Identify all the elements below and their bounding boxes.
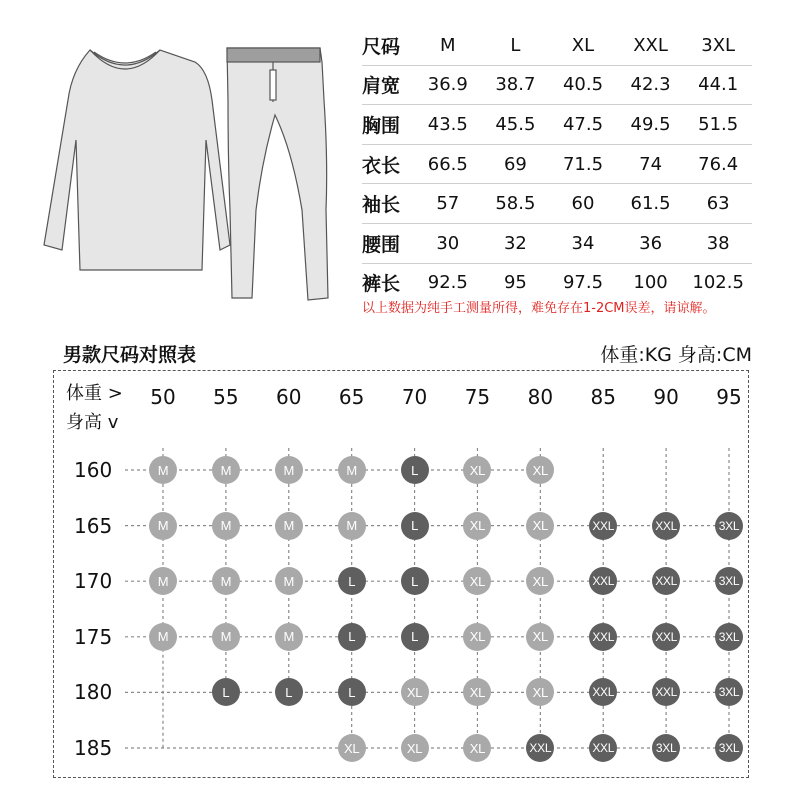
measurement-note: 以上数据为纯手工测量所得，难免存在1-2CM误差，请谅解。 bbox=[362, 301, 716, 316]
size-dot: XXL bbox=[589, 512, 617, 540]
size-dot: 3XL bbox=[652, 734, 680, 762]
size-table-cell: 47.5 bbox=[562, 113, 604, 135]
size-row-label: 腰围 bbox=[362, 233, 401, 256]
weight-tick: 95 bbox=[716, 385, 742, 409]
size-table-cell: 97.5 bbox=[562, 272, 604, 294]
size-dot: M bbox=[149, 456, 177, 484]
size-dot: 3XL bbox=[715, 623, 743, 651]
size-table-cell: 36.9 bbox=[427, 74, 468, 96]
size-table-cell: 36 bbox=[639, 232, 663, 254]
size-table-cell: 40.5 bbox=[562, 74, 604, 96]
size-row-label: 肩宽 bbox=[362, 75, 401, 98]
size-dot: XL bbox=[526, 567, 554, 595]
weight-tick: 80 bbox=[527, 385, 554, 409]
size-table-cell: 44.1 bbox=[698, 74, 739, 96]
size-table-cell: 71.5 bbox=[562, 153, 604, 175]
size-table-cell: 34 bbox=[571, 232, 595, 254]
size-table-cell: 63 bbox=[706, 193, 730, 215]
size-dot: XXL bbox=[589, 734, 617, 762]
weight-tick: 75 bbox=[464, 385, 491, 409]
height-tick: 170 bbox=[74, 569, 113, 594]
size-table-cell: 42.3 bbox=[630, 74, 671, 96]
size-header-cell: XXL bbox=[633, 34, 668, 56]
size-dot: XXL bbox=[652, 623, 680, 651]
size-dot: XL bbox=[463, 734, 491, 762]
size-dot: L bbox=[401, 512, 429, 540]
size-row-label: 胸围 bbox=[362, 114, 401, 137]
size-dot: XL bbox=[338, 734, 366, 762]
size-table-cell: 74 bbox=[639, 153, 663, 175]
size-dot: M bbox=[212, 567, 240, 595]
size-table-cell: 32 bbox=[503, 232, 527, 254]
size-header-cell: XL bbox=[571, 34, 595, 56]
size-header-cell: L bbox=[510, 34, 521, 56]
size-table-cell: 95 bbox=[503, 272, 527, 294]
size-dot: XL bbox=[526, 456, 554, 484]
size-dot: XXL bbox=[526, 734, 554, 762]
size-dot: XL bbox=[526, 512, 554, 540]
size-row-label: 衣长 bbox=[362, 154, 401, 177]
size-header-cell: M bbox=[440, 34, 456, 56]
weight-tick: 70 bbox=[401, 385, 428, 409]
size-dot: M bbox=[275, 567, 303, 595]
size-dot: M bbox=[212, 456, 240, 484]
size-dot: XXL bbox=[652, 567, 680, 595]
size-dot: 3XL bbox=[715, 734, 743, 762]
size-header-cell: 3XL bbox=[701, 34, 736, 56]
size-table-cell: 102.5 bbox=[692, 272, 744, 294]
weight-tick: 55 bbox=[213, 385, 239, 409]
size-table-cell: 100 bbox=[633, 272, 668, 294]
weight-tick: 90 bbox=[653, 385, 679, 409]
size-dot: M bbox=[149, 512, 177, 540]
size-dot: L bbox=[338, 567, 366, 595]
size-dot: M bbox=[149, 567, 177, 595]
size-dot: M bbox=[275, 623, 303, 651]
size-row-label: 袖长 bbox=[362, 194, 401, 217]
size-table-cell: 57 bbox=[436, 193, 460, 215]
size-table-cell: 60 bbox=[571, 193, 595, 215]
size-dot: XXL bbox=[589, 567, 617, 595]
size-dot: XL bbox=[401, 734, 429, 762]
size-table-cell: 38 bbox=[706, 232, 730, 254]
size-dot: M bbox=[275, 456, 303, 484]
size-dot: 3XL bbox=[715, 678, 743, 706]
size-dot: XL bbox=[463, 567, 491, 595]
size-dot: XL bbox=[463, 456, 491, 484]
height-tick: 160 bbox=[74, 458, 113, 482]
weight-tick: 60 bbox=[276, 385, 302, 409]
size-dot: L bbox=[401, 623, 429, 651]
size-dot: XL bbox=[463, 623, 491, 651]
size-header-label: 尺码 bbox=[362, 35, 401, 58]
size-dot: 3XL bbox=[715, 567, 743, 595]
size-dot: L bbox=[275, 678, 303, 706]
size-dot: L bbox=[338, 623, 366, 651]
weight-axis-label: 体重 > bbox=[66, 383, 123, 404]
size-table-cell: 66.5 bbox=[427, 153, 468, 175]
size-dot: XXL bbox=[589, 623, 617, 651]
size-dot: XXL bbox=[652, 512, 680, 540]
size-dot: XXL bbox=[652, 678, 680, 706]
height-tick: 165 bbox=[74, 513, 113, 538]
size-table-cell: 38.7 bbox=[495, 74, 536, 96]
size-dot: L bbox=[401, 567, 429, 595]
size-table-cell: 51.5 bbox=[698, 113, 739, 135]
size-dot: XL bbox=[463, 678, 491, 706]
size-table-cell: 30 bbox=[436, 232, 460, 254]
size-table-cell: 76.4 bbox=[698, 153, 739, 175]
weight-tick: 85 bbox=[590, 385, 616, 409]
size-table-cell: 43.5 bbox=[427, 113, 468, 135]
size-dot: XXL bbox=[589, 678, 617, 706]
size-dot: L bbox=[212, 678, 240, 706]
height-tick: 185 bbox=[74, 736, 113, 760]
size-dot: XL bbox=[526, 623, 554, 651]
size-dot: M bbox=[149, 623, 177, 651]
weight-tick: 65 bbox=[338, 385, 365, 409]
size-table-cell: 45.5 bbox=[495, 113, 536, 135]
height-axis-label: 身高 v bbox=[66, 412, 119, 433]
size-dot: L bbox=[401, 456, 429, 484]
size-table-cell: 92.5 bbox=[427, 272, 468, 294]
size-dot: M bbox=[275, 512, 303, 540]
chart-title: 男款尺码对照表 bbox=[63, 344, 197, 366]
size-dot: XL bbox=[463, 512, 491, 540]
size-dot: M bbox=[338, 456, 366, 484]
size-row-label: 裤长 bbox=[362, 273, 401, 296]
size-table-cell: 58.5 bbox=[495, 193, 536, 215]
size-dot: XL bbox=[401, 678, 429, 706]
size-dot: M bbox=[212, 512, 240, 540]
size-table-cell: 69 bbox=[503, 153, 527, 175]
height-tick: 180 bbox=[74, 680, 113, 705]
size-dot: 3XL bbox=[715, 512, 743, 540]
size-table-cell: 49.5 bbox=[630, 113, 671, 135]
size-dot: L bbox=[338, 678, 366, 706]
size-dot: XL bbox=[526, 678, 554, 706]
height-tick: 175 bbox=[74, 624, 113, 649]
size-dot: M bbox=[212, 623, 240, 651]
size-table-cell: 61.5 bbox=[630, 193, 671, 215]
weight-tick: 50 bbox=[150, 385, 176, 409]
size-dot: M bbox=[338, 512, 366, 540]
chart-units: 体重:KG 身高:CM bbox=[600, 344, 752, 366]
